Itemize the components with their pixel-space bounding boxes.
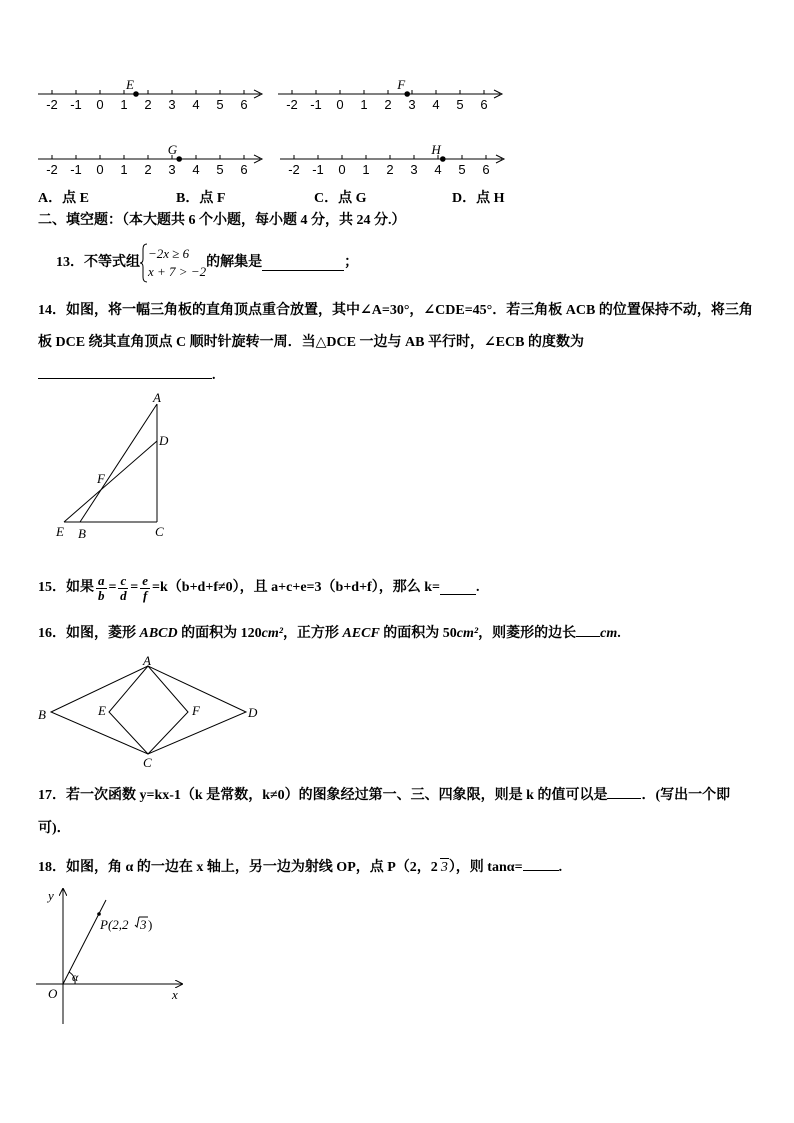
tick-label: 4 [192, 97, 200, 112]
q16-figure [36, 655, 266, 767]
number-line-h [280, 143, 520, 175]
tick-label: 6 [480, 97, 488, 112]
label-c: C [143, 755, 152, 767]
tick-label: -2 [288, 162, 300, 177]
tick-label: 2 [386, 162, 394, 177]
tick-label: 1 [360, 97, 368, 112]
q13-suffix: 的解集是 [206, 255, 263, 270]
tick-label: 2 [384, 97, 392, 112]
tick-label: -2 [46, 162, 58, 177]
tick-label: 3 [168, 97, 176, 112]
question-18: 18．如图，角 α 的一边在 x 轴上，另一边为射线 OP，点 P（2，2 3），则 tanα= . [38, 860, 563, 875]
q18-figure [36, 883, 196, 1031]
q15-body: =k（b+d+f≠0），且 a+c+e=3（b+d+f），那么 k= [152, 580, 440, 595]
point-label: F [397, 77, 406, 92]
label-p-sqrt: 3 [140, 917, 147, 932]
q13-answer-blank[interactable] [262, 256, 344, 271]
label-x: x [172, 987, 178, 1002]
option-d[interactable]: D．点 H [452, 191, 505, 206]
label-f: F [192, 703, 200, 718]
point-marker [404, 91, 410, 97]
tick-label: -1 [312, 162, 324, 177]
q16-answer-blank[interactable] [576, 624, 600, 637]
option-a[interactable]: A．点 E [38, 191, 89, 206]
tick-label: 4 [432, 97, 440, 112]
tick-label: 6 [240, 97, 248, 112]
q18-answer-blank[interactable] [523, 858, 559, 871]
number-line-svg [38, 143, 278, 175]
brace-icon [140, 243, 148, 283]
q15-eq-2: = [130, 580, 139, 595]
q13-end: ； [344, 255, 359, 270]
tick-label: -1 [70, 97, 82, 112]
label-p-prefix: P(2,2 [100, 917, 129, 932]
tick-label: 6 [240, 162, 248, 177]
q17-line-2: 可)． [38, 821, 71, 836]
q14-figure [50, 388, 190, 548]
tick-label: 0 [338, 162, 346, 177]
tick-label: 1 [120, 162, 128, 177]
q14-line-1: 14．如图，将一幅三角板的直角顶点重合放置，其中∠A=30°，∠CDE=45°．若三角板 ACB 的位置保持不动，将三角 [38, 303, 753, 318]
label-a: A [143, 655, 151, 668]
question-17: 17．若一次函数 y=kx-1（k 是常数，k≠0）的图象经过第一、三、四象限，则是 k 的值可以是 ．(写出一个即 [38, 788, 731, 803]
label-a: A [153, 390, 161, 405]
label-f: F [97, 471, 105, 486]
q15-answer-blank[interactable] [440, 582, 476, 595]
sqrt-three: 3 [440, 860, 448, 875]
q13-ineq-1: −2x ≥ 6 [148, 246, 190, 261]
number-line-f [278, 78, 518, 110]
q14-end: . [212, 368, 216, 383]
tick-label: 4 [192, 162, 200, 177]
label-b: B [78, 526, 86, 541]
tick-label: 1 [120, 97, 128, 112]
label-p-close: ) [148, 917, 153, 932]
point-marker [440, 156, 446, 162]
question-15 [38, 570, 479, 606]
tick-label: -1 [70, 162, 82, 177]
tick-label: 0 [336, 97, 344, 112]
tick-label: 0 [96, 97, 104, 112]
label-d: D [159, 433, 169, 448]
tick-label: 2 [144, 97, 152, 112]
tick-label: 1 [362, 162, 370, 177]
q14-answer-blank[interactable] [38, 366, 212, 379]
tick-label: 0 [96, 162, 104, 177]
tick-label: 5 [458, 162, 466, 177]
point-label: E [126, 77, 134, 92]
tick-label: 6 [482, 162, 490, 177]
tick-label: 5 [216, 162, 224, 177]
label-e: E [98, 703, 106, 718]
q15-eq-1: = [108, 580, 117, 595]
tick-label: 4 [434, 162, 442, 177]
q15-end: . [475, 580, 480, 595]
tick-label: -2 [286, 97, 298, 112]
label-b: B [38, 707, 46, 722]
tick-label: 5 [456, 97, 464, 112]
label-e: E [56, 524, 64, 539]
point-label: H [431, 142, 441, 157]
point-marker [133, 91, 139, 97]
tick-label: 3 [410, 162, 418, 177]
point-label: G [167, 142, 178, 157]
fraction-e-f: $\frac{e}{f}$ [142, 572, 149, 603]
tick-label: 3 [408, 97, 416, 112]
label-d: D [248, 705, 258, 720]
number-line-svg [278, 78, 518, 110]
q15-prefix: 15．如果 [38, 580, 94, 595]
number-line-e [38, 78, 278, 110]
fraction-a-b: $\frac{a}{b}$ [98, 572, 105, 603]
tick-label: 3 [168, 162, 176, 177]
tick-label: -1 [310, 97, 322, 112]
q14-line-2: 板 DCE 绕其直角顶点 C 顺时针旋转一周．当△DCE 一边与 AB 平行时，∠ECB 的度数为 [38, 335, 584, 350]
q17-answer-blank[interactable] [607, 786, 641, 799]
q13-prefix: 13．不等式组 [56, 255, 140, 270]
tick-label: -2 [46, 97, 58, 112]
tick-label: 5 [216, 97, 224, 112]
q13-ineq-2: x + 7 > −2 [148, 264, 207, 279]
tick-label: 2 [144, 162, 152, 177]
number-line-svg [280, 143, 520, 175]
label-o: O [48, 986, 58, 1001]
label-y: y [48, 888, 54, 903]
question-16: 16．如图，菱形 ABCD 的面积为 120cm²，正方形 AECF 的面积为 50cm²，则菱形的边长 cm. [38, 626, 621, 641]
label-c: C [155, 524, 164, 539]
section-heading: 二、填空题：（本大题共 6 个小题，每小题 4 分，共 24 分.） [38, 213, 406, 228]
option-c[interactable]: C．点 G [314, 191, 367, 206]
label-alpha: α [72, 970, 79, 984]
question-13 [56, 243, 358, 283]
option-b[interactable]: B．点 F [176, 191, 226, 206]
point-marker [176, 156, 182, 162]
number-line-svg [38, 78, 278, 110]
number-line-g [38, 143, 278, 175]
fraction-c-d: $\frac{c}{d}$ [120, 572, 127, 603]
